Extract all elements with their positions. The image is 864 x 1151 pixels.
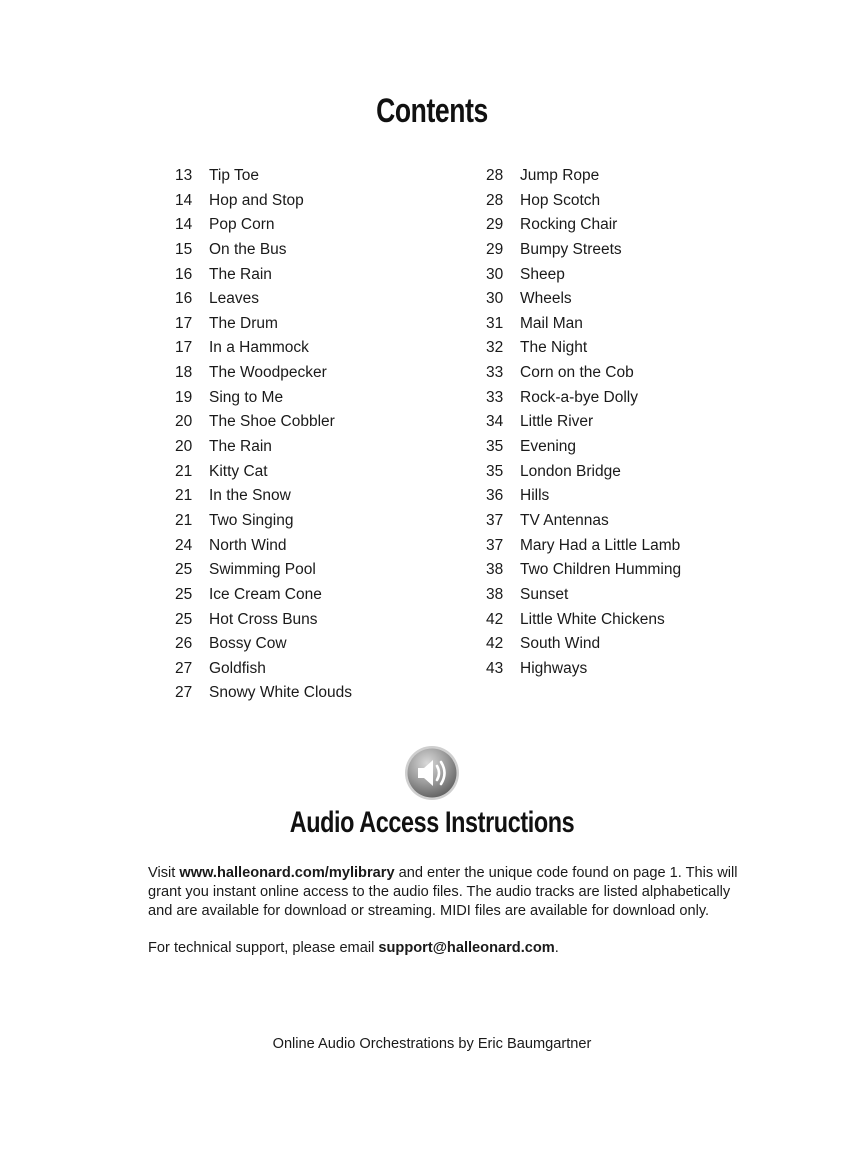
toc-song-title: London Bridge xyxy=(520,462,621,480)
audio-access-title: Audio Access Instructions xyxy=(289,806,575,839)
toc-song-title: In the Snow xyxy=(209,487,291,505)
toc-page-number: 42 xyxy=(486,610,504,628)
toc-entry xyxy=(486,509,681,534)
toc-song-title: Mail Man xyxy=(520,314,583,332)
toc-entry xyxy=(175,681,352,706)
toc-entry xyxy=(175,632,352,657)
toc-song-title: North Wind xyxy=(209,536,287,554)
toc-page-number: 30 xyxy=(486,290,504,308)
toc-page-number: 32 xyxy=(486,339,504,357)
toc-entry xyxy=(175,583,352,608)
library-url-link[interactable]: www.halleonard.com/mylibrary xyxy=(179,865,395,881)
toc-page-number: 13 xyxy=(175,167,193,184)
toc-song-title: Swimming Pool xyxy=(209,561,316,579)
toc-entry xyxy=(486,263,681,288)
toc-song-title: Jump Rope xyxy=(520,167,600,184)
toc-page-number: 28 xyxy=(486,167,504,184)
toc-page-number: 21 xyxy=(175,487,193,505)
toc-page-number: 34 xyxy=(486,413,504,431)
toc-entry xyxy=(175,484,352,509)
toc-page-number: 33 xyxy=(486,388,504,406)
toc-entry xyxy=(486,164,681,189)
toc-song-title: Snowy White Clouds xyxy=(209,684,353,702)
toc-song-title: Rock-a-bye Dolly xyxy=(520,388,639,406)
toc-page-number: 21 xyxy=(175,511,193,529)
toc-song-title: Bossy Cow xyxy=(209,635,287,653)
toc-entry xyxy=(175,410,352,435)
toc-entry xyxy=(486,484,681,509)
toc-song-title: South Wind xyxy=(520,635,601,653)
toc-entry xyxy=(175,509,352,534)
toc-page-number: 19 xyxy=(175,388,193,406)
toc-page-number: 27 xyxy=(175,684,193,702)
toc-page-number: 37 xyxy=(486,511,504,529)
toc-page-number: 18 xyxy=(175,364,193,382)
toc-page-number: 26 xyxy=(175,635,193,653)
toc-song-title: Evening xyxy=(520,438,577,456)
toc-song-title: Goldfish xyxy=(209,659,266,677)
toc-song-title: The Rain xyxy=(209,438,272,456)
toc-entry xyxy=(175,213,352,238)
toc-entry xyxy=(486,657,681,682)
instructions-paragraph xyxy=(148,864,738,921)
toc-page-number: 21 xyxy=(175,462,193,480)
toc-song-title: The Drum xyxy=(209,314,278,332)
toc-song-title: Two Singing xyxy=(209,511,294,529)
toc-page-number: 35 xyxy=(486,438,504,456)
toc-song-title: Bumpy Streets xyxy=(520,240,622,258)
speaker-icon xyxy=(404,745,460,801)
toc-song-title: Little River xyxy=(520,413,594,431)
toc-page-number: 25 xyxy=(175,585,193,603)
toc-entry xyxy=(486,583,681,608)
toc-page-number: 17 xyxy=(175,339,193,357)
toc-song-title: Hop Scotch xyxy=(520,191,601,209)
toc-song-title: Pop Corn xyxy=(209,216,275,234)
toc-page-number: 30 xyxy=(486,265,504,283)
toc-entry xyxy=(175,312,352,337)
support-period: . xyxy=(554,940,559,956)
toc-entry xyxy=(175,460,352,485)
toc-page-number: 17 xyxy=(175,314,193,332)
toc-song-title: Hot Cross Buns xyxy=(209,610,318,628)
toc-page-number: 42 xyxy=(486,635,504,653)
toc-page-number: 27 xyxy=(175,659,193,677)
toc-page-number: 37 xyxy=(486,536,504,554)
support-text: For technical support, please email xyxy=(148,940,379,956)
toc-page-number: 36 xyxy=(486,487,504,505)
toc-entry xyxy=(175,558,352,583)
toc-page-number: 38 xyxy=(486,585,504,603)
toc-entry xyxy=(175,435,352,460)
toc-song-title: Sheep xyxy=(520,265,565,283)
toc-entry xyxy=(486,336,681,361)
toc-song-title: Hills xyxy=(520,487,550,505)
audio-instructions xyxy=(148,864,738,958)
toc-page-number: 28 xyxy=(486,191,504,209)
toc-song-title: Kitty Cat xyxy=(209,462,268,480)
toc-entry xyxy=(486,410,681,435)
toc-entry xyxy=(486,608,681,633)
toc-page-number: 38 xyxy=(486,561,504,579)
toc-page-number: 25 xyxy=(175,610,193,628)
toc-entry xyxy=(175,336,352,361)
toc-song-title: The Night xyxy=(520,339,588,357)
toc-page-number: 29 xyxy=(486,240,504,258)
toc-page-number: 35 xyxy=(486,462,504,480)
toc-song-title: Rocking Chair xyxy=(520,216,618,234)
toc-entry xyxy=(175,608,352,633)
toc-page-number: 43 xyxy=(486,659,504,677)
toc-song-title: On the Bus xyxy=(209,240,287,258)
toc-entry xyxy=(175,287,352,312)
toc-page-number: 15 xyxy=(175,240,193,258)
toc-song-title: TV Antennas xyxy=(520,511,609,529)
toc-page-number: 24 xyxy=(175,536,193,554)
toc-page-number: 20 xyxy=(175,413,193,431)
toc-song-title: Highways xyxy=(520,659,588,677)
toc-entry xyxy=(486,213,681,238)
toc-song-title: Mary Had a Little Lamb xyxy=(520,536,681,554)
toc-song-title: Sing to Me xyxy=(209,388,284,406)
toc-page-number: 29 xyxy=(486,216,504,234)
toc-entry xyxy=(486,361,681,386)
toc-entry xyxy=(486,312,681,337)
contents-title: Contents xyxy=(376,92,488,130)
toc-song-title: Tip Toe xyxy=(209,167,259,184)
toc-page-number: 14 xyxy=(175,191,193,209)
toc-song-title: Corn on the Cob xyxy=(520,364,634,382)
toc-page-number: 14 xyxy=(175,216,193,234)
toc-left-column xyxy=(175,164,352,706)
toc-entry xyxy=(486,189,681,214)
toc-entry xyxy=(486,435,681,460)
toc-entry xyxy=(486,534,681,559)
toc-entry xyxy=(486,632,681,657)
toc-song-title: Two Children Humming xyxy=(520,561,682,579)
toc-entry xyxy=(175,386,352,411)
toc-song-title: Wheels xyxy=(520,290,572,308)
toc-song-title: The Shoe Cobbler xyxy=(209,413,335,431)
toc-entry xyxy=(175,534,352,559)
toc-song-title: Sunset xyxy=(520,585,569,603)
toc-page-number: 31 xyxy=(486,314,504,332)
toc-entry xyxy=(486,287,681,312)
toc-page-number: 16 xyxy=(175,290,193,308)
credit-line: Online Audio Orchestrations by Eric Baumgartner xyxy=(272,1036,592,1052)
toc-right-column xyxy=(486,164,681,681)
instructions-text: and enter the unique code found on page 1. This will grant you instant online access to the audio files. The audio tracks are listed alphabetically and are available for download or streaming. MIDI files are available for download only. xyxy=(148,865,738,919)
toc-song-title: Ice Cream Cone xyxy=(209,585,322,603)
toc-entry xyxy=(486,558,681,583)
toc-entry xyxy=(486,386,681,411)
toc-song-title: In a Hammock xyxy=(209,339,309,357)
toc-entry xyxy=(175,657,352,682)
toc-song-title: The Rain xyxy=(209,265,272,283)
toc-song-title: Leaves xyxy=(209,290,259,308)
toc-page-number: 25 xyxy=(175,561,193,579)
toc-song-title: Little White Chickens xyxy=(520,610,665,628)
support-email-link[interactable]: support@halleonard.com xyxy=(378,940,555,956)
toc-page-number: 20 xyxy=(175,438,193,456)
toc-page-number: 16 xyxy=(175,265,193,283)
toc-entry xyxy=(486,238,681,263)
toc-entry xyxy=(175,164,352,189)
toc-entry xyxy=(175,361,352,386)
toc-song-title: Hop and Stop xyxy=(209,191,304,209)
toc-entry xyxy=(175,238,352,263)
toc-song-title: The Woodpecker xyxy=(209,364,327,382)
visit-text: Visit xyxy=(148,865,180,881)
toc-entry xyxy=(486,460,681,485)
support-paragraph xyxy=(148,939,738,958)
toc-entry xyxy=(175,263,352,288)
toc-page-number: 33 xyxy=(486,364,504,382)
toc-entry xyxy=(175,189,352,214)
